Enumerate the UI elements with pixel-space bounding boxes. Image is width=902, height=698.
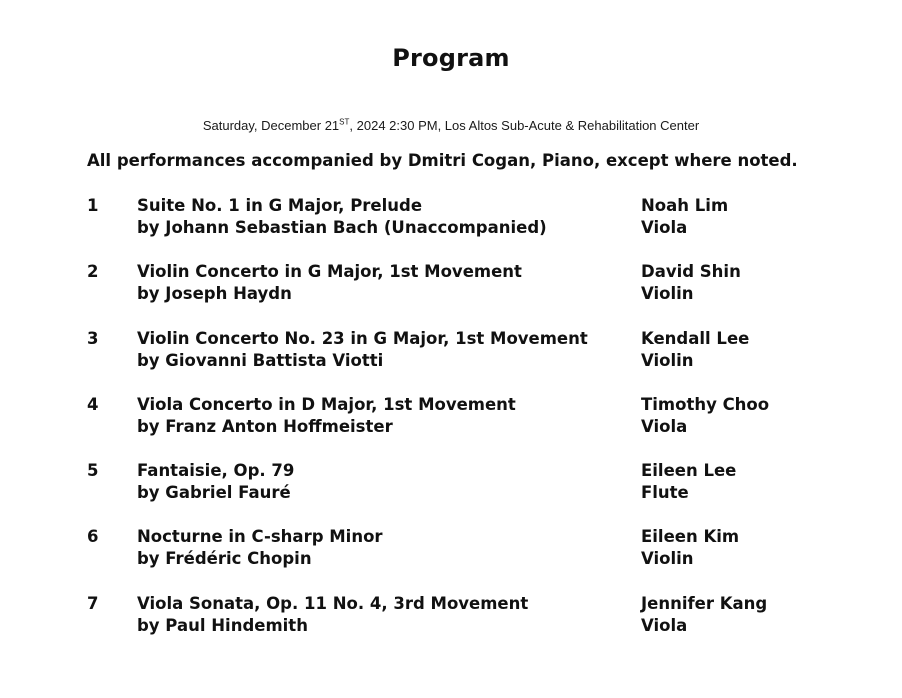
piece-title: Nocturne in C-sharp Minor [137,527,383,547]
item-number: 5 [87,461,99,481]
composer: by Frédéric Chopin [137,549,312,569]
performer-block [641,526,739,570]
program-item [0,261,902,327]
program-item [0,526,902,592]
piece-block [137,460,294,504]
program-item [0,328,902,394]
event-time-location: , 2024 2:30 PM, Los Altos Sub-Acute & Rehabilitation Center [349,118,700,133]
page-title: Program [392,44,510,72]
composer: by Paul Hindemith [137,615,308,635]
performer-block [641,394,769,438]
instrument: Violin [641,284,694,304]
performer-name: Kendall Lee [641,328,750,348]
ordinal-suffix: ST [339,117,350,127]
performer-name: David Shin [641,262,741,282]
composer: by Gabriel Fauré [137,483,291,503]
program-list [0,195,902,659]
performer-block [641,195,728,239]
piece-block [137,593,528,637]
piece-title: Viola Concerto in D Major, 1st Movement [137,394,516,414]
item-number: 1 [87,196,99,215]
performer-name: Eileen Lee [641,461,737,481]
program-item [0,460,902,526]
piece-title: Violin Concerto in G Major, 1st Movement [137,262,522,282]
instrument: Violin [641,350,694,370]
piece-title: Suite No. 1 in G Major, Prelude [137,196,423,215]
composer: by Franz Anton Hoffmeister [137,416,393,436]
performer-name: Eileen Kim [641,527,740,547]
performer-block [641,593,767,637]
item-number: 7 [87,593,99,613]
piece-title: Viola Sonata, Op. 11 No. 4, 3rd Movement [137,593,529,613]
performer-block [641,328,749,372]
performer-name: Timothy Choo [641,394,770,414]
instrument: Viola [641,218,688,237]
composer: by Giovanni Battista Viotti [137,350,384,370]
composer: by Joseph Haydn [137,284,292,304]
accompaniment-note: All performances accompanied by Dmitri Cogan, Piano, except where noted. [87,151,798,170]
performer-block [641,460,736,504]
piece-title: Violin Concerto No. 23 in G Major, 1st Movement [137,328,588,348]
program-item [0,394,902,460]
item-number: 2 [87,262,99,282]
performer-name: Jennifer Kang [641,593,768,613]
item-number: 4 [87,394,99,414]
instrument: Flute [641,483,689,503]
instrument: Viola [641,416,688,436]
item-number: 3 [87,328,99,348]
program-item [0,593,902,659]
performer-name: Noah Lim [641,196,729,215]
event-dateline [0,117,902,135]
piece-title: Fantaisie, Op. 79 [137,461,295,481]
piece-block [137,261,522,305]
program-item [0,195,902,261]
item-number: 6 [87,527,99,547]
piece-block [137,195,547,239]
performer-block [641,261,741,305]
event-date: Saturday, December 21 [202,118,340,133]
composer: by Johann Sebastian Bach (Unaccompanied) [137,218,547,237]
piece-block [137,394,516,438]
piece-block [137,526,383,570]
instrument: Viola [641,615,688,635]
instrument: Violin [641,549,694,569]
piece-block [137,328,588,372]
